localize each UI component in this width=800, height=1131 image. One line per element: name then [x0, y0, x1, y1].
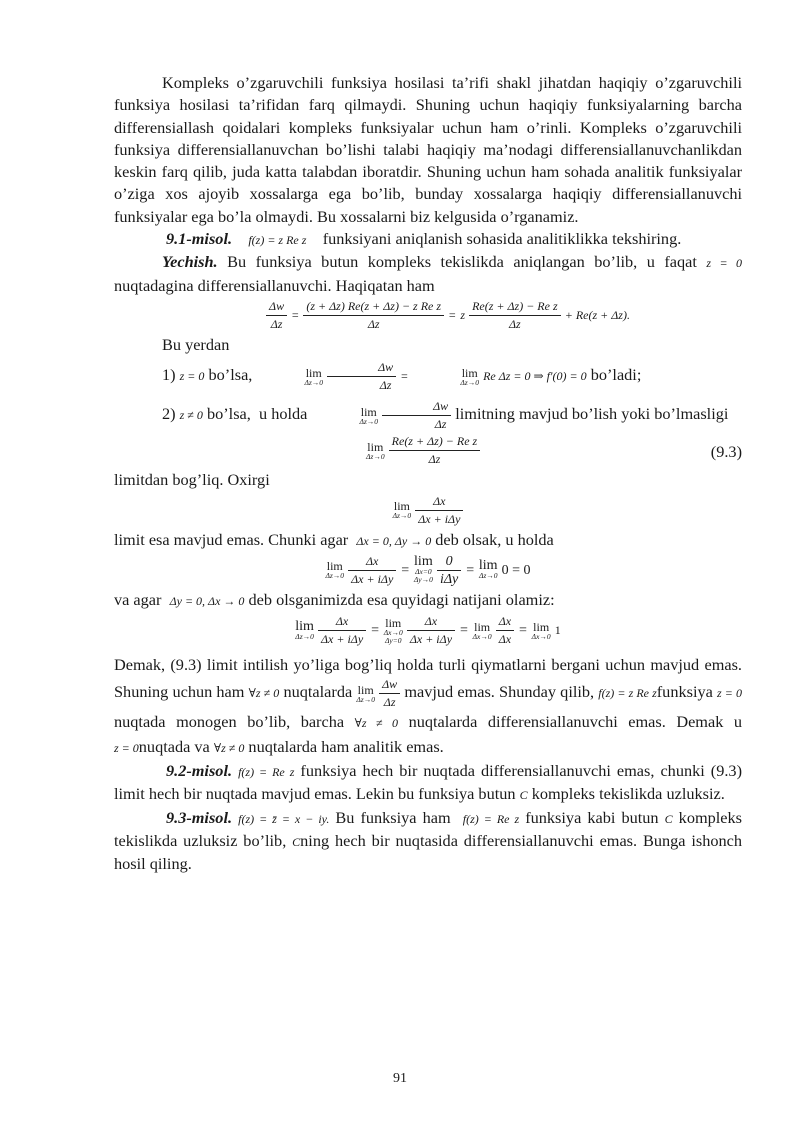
denominator: Δx + iΔy — [418, 511, 461, 526]
lim-sub: Δz→0 — [359, 416, 379, 426]
equation-9-3 — [294, 434, 742, 467]
text: kompleks tekislikda uzluksiz. — [531, 784, 725, 804]
lim-word: lim — [474, 619, 491, 634]
numerator: Δx — [407, 614, 455, 631]
fraction — [382, 399, 451, 432]
text: va agar — [114, 589, 162, 609]
example-9-3 — [114, 807, 742, 876]
formula: z ≠ 0 — [179, 408, 203, 423]
limit — [356, 684, 375, 704]
formula: z = 0 — [706, 256, 742, 271]
lim-sub: Δx→0 — [472, 631, 492, 641]
formula: f(z) = Re z — [462, 811, 520, 826]
lim-sub: Δz→0 — [304, 377, 324, 387]
denominator: Δz — [383, 695, 396, 710]
formula: Re Δz = 0 ⇒ f′(0) = 0 — [483, 369, 587, 384]
limit — [295, 618, 314, 641]
text: nuqtalarda differensiallanuvchi emas. Demak u — [408, 712, 743, 732]
limit — [311, 406, 378, 426]
demak-paragraph — [114, 653, 742, 760]
fraction — [327, 360, 396, 393]
numerator: 0 — [437, 554, 461, 571]
fraction — [415, 494, 463, 527]
limitdan-text: limitdan bog’liq. Oxirgi — [114, 470, 270, 490]
solution-text: nuqtadagina differensiallanuvchi. Haqiqatan ham — [114, 275, 435, 295]
numerator: Re(z + Δz) − Re z — [469, 299, 561, 316]
denominator: Δz — [434, 417, 447, 432]
denominator: Δx + iΔy — [351, 571, 394, 586]
text: Bu funksiya ham — [335, 807, 451, 827]
limit — [384, 617, 403, 645]
limit — [393, 500, 412, 520]
example-label: 9.2-misol. — [166, 761, 233, 781]
case-number: 1) — [162, 365, 176, 385]
formula: f(z) = z Re z — [248, 233, 307, 248]
text: bo’ladi; — [590, 365, 642, 385]
example-9-2 — [114, 760, 742, 807]
lim-word: lim — [357, 682, 374, 697]
equation-path-a: lim Δz→0 $\frac{\Delta x}{\text{Δx + iΔy}}$ = lim Δx=0 Δy→0 $\frac{0}{\text{iΔy}}$ = lim Δz→0 0 = 0 — [325, 553, 531, 587]
numerator: Δx — [348, 554, 396, 571]
lim-sub: Δx=0 — [415, 567, 432, 577]
fraction — [348, 554, 396, 587]
text: limitning mavjud bo’lish yoki bo’lmasligi — [455, 404, 729, 424]
text: bo’lsa, — [206, 404, 251, 424]
lim-sub: Δx→0 — [531, 631, 551, 641]
text: nuqtalarda — [283, 682, 353, 702]
fraction — [437, 554, 461, 587]
equation-path-b: lim Δz→0 $\frac{\Delta x}{\text{Δx + iΔy}}$ = lim Δx→0 Δy=0 $\frac{\Delta x}{\text{Δx + iΔy}}$ = lim Δx→0 $\frac{\Delta x}{\Delta x}$ = lim Δx→0 1 — [295, 614, 561, 647]
text: u holda — [258, 404, 308, 424]
numerator: (z + Δz) Re(z + Δz) − z Re z — [303, 299, 444, 316]
denominator: iΔy — [439, 571, 459, 587]
lim-sub: Δz→0 — [295, 631, 314, 641]
denominator: Δx — [498, 632, 512, 647]
numerator: Δx — [496, 614, 514, 631]
formula: z = 0 — [179, 369, 205, 384]
denominator: Δx + iΔy — [409, 632, 453, 647]
equation-limit-dx — [114, 494, 742, 527]
fraction — [303, 299, 444, 332]
numerator: Δw — [379, 677, 400, 694]
solution-label: Yechish. — [162, 252, 218, 272]
denominator: Δx + iΔy — [321, 632, 364, 647]
text: kompleks tekislikda uzluksiz bo’lib, — [114, 807, 742, 851]
fraction — [266, 299, 287, 332]
formula: z = 0 — [114, 741, 139, 756]
fraction — [389, 434, 481, 467]
denominator: Δz — [509, 316, 521, 331]
limit — [325, 560, 344, 580]
lim-word: lim — [360, 404, 377, 419]
limit — [532, 621, 551, 641]
lim-word: lim — [385, 615, 402, 630]
lim-word: lim — [367, 439, 384, 454]
limit — [414, 556, 433, 584]
lim-word: lim — [295, 618, 314, 634]
formula: f(z) = z̄ = x − iy. — [238, 811, 330, 826]
page-body — [114, 72, 742, 876]
fraction — [496, 614, 514, 647]
lim-word: lim — [326, 559, 343, 574]
text: deb olsak, u holda — [435, 529, 554, 549]
text: ning hech bir nuqtasida differensiallanuvchi emas. Bunga ishonch hosil qiling. — [114, 831, 742, 874]
formula: ∀z ≠ 0 — [248, 686, 280, 701]
lim-sub: Δz→0 — [478, 571, 498, 581]
fraction — [379, 677, 400, 710]
formula: ∀z ≠ 0 — [354, 716, 399, 731]
case-number: 2) — [162, 404, 176, 424]
equation-number: (9.3) — [710, 442, 742, 462]
numerator: Δx — [415, 494, 463, 511]
example-label: 9.1-misol. — [166, 229, 233, 249]
text: funksiya hech bir nuqtada differensiallanuvchi emas, chunki (9.3) limit hech bir nuqtada mavjud emas. Lekin bu funksiya butun — [114, 761, 742, 804]
text: deb olsganimizda esa quyidagi natijani olamiz: — [248, 589, 555, 609]
lim-word: lim — [478, 558, 498, 574]
denominator: Δz — [270, 316, 283, 331]
formula: z = 0 — [717, 686, 742, 701]
text: bo’lsa, — [208, 365, 253, 385]
case-2 — [114, 399, 742, 432]
numerator: Re(z + Δz) − Re z — [389, 434, 481, 451]
limit — [366, 441, 385, 461]
mavjud-emas-text — [114, 529, 742, 552]
example-9-1 — [114, 228, 742, 251]
text: Demak, (9.3) limit intilish yo’liga bog’liq holda turli qiymatlarni bergani uchun mavjud emas. Shuning uchun ham — [114, 655, 742, 702]
limit — [256, 367, 323, 387]
value: 0 = 0 — [501, 563, 531, 579]
lim-word: lim — [461, 365, 478, 380]
text: mavjud emas. Shunday qilib, — [404, 682, 595, 702]
numerator: Δx — [318, 614, 366, 631]
text: nuqtada monogen bo’lib, barcha — [114, 712, 345, 732]
lim-word: lim — [414, 554, 433, 570]
limit — [412, 367, 479, 387]
case-1 — [114, 360, 742, 393]
text: nuqtalarda ham analitik emas. — [248, 737, 444, 757]
lim-word: lim — [393, 499, 410, 514]
limit — [473, 621, 492, 641]
intro-paragraph: Kompleks o’zgaruvchili funksiya hosilasi ta’rifi shakl jihatdan haqiqiy o’zgaruvchili funksiya hosilasi ta’rifidan farq qilmaydi. Shuning uchun haqiqiy funksiyalarning barcha differensiallash qoidalari kompleks funksiyalar uchun ham o’rinli. Kompleks o’zgaruvchili funksiya differensiallanuvchan bo’lishi talabi haqiqiy ma’nodagi differensiallanuvchanlikdan keskin farq qilib, juda katta talabdan iboratdir. Shuning uchun ham sohada analitik funksiyalar o’ziga xos ajoyib xossalarga ega bo’lib, bunday xossalarga haqiqiy differensiallanuvchi funksiyalar ega bo’la olmaydi. Bu xossalarni biz kelgusida o’rganamiz. — [114, 73, 742, 226]
numerator: Δw — [266, 299, 287, 316]
fraction — [407, 614, 455, 647]
lim-sub: Δy→0 — [413, 575, 433, 585]
equals: = — [400, 369, 409, 384]
text: funksiya kabi butun — [525, 807, 659, 827]
complex-plane-symbol: C — [664, 811, 673, 826]
example-task: funksiyani aniqlanish sohasida analitiklikka tekshiring. — [322, 229, 682, 249]
denominator: Δz — [428, 452, 441, 467]
variable: z — [460, 308, 465, 323]
bu-yerdan: Bu yerdan — [162, 334, 230, 354]
complex-plane-symbol: C — [519, 788, 528, 803]
lim-word: lim — [533, 619, 550, 634]
fraction — [318, 614, 366, 647]
text: funksiya — [656, 682, 713, 702]
va-agar-text — [114, 589, 742, 612]
denominator: Δz — [367, 316, 380, 331]
numerator: Δw — [327, 360, 396, 377]
fraction — [469, 299, 561, 332]
formula: f(z) = z Re z — [598, 686, 657, 701]
lim-sub: Δz→0 — [460, 377, 479, 387]
formula: Δx = 0, Δy → 0 — [356, 533, 432, 548]
lim-sub: Δx→0 — [383, 627, 403, 637]
lim-sub: Δz→0 — [325, 571, 345, 581]
lim-word: lim — [305, 365, 322, 380]
page-number: 91 — [393, 1071, 407, 1086]
value: 1 — [554, 623, 561, 638]
formula: f(z) = Re z — [238, 765, 295, 780]
denominator: Δz — [379, 378, 392, 393]
lim-sub: Δz→0 — [392, 511, 412, 521]
text: limit esa mavjud emas. Chunki agar — [114, 529, 349, 549]
lim-sub: Δy=0 — [385, 635, 402, 645]
complex-plane-symbol: C — [292, 835, 301, 850]
lim-sub: Δz→0 — [366, 451, 385, 461]
limit — [479, 560, 498, 580]
lim-sub: Δz→0 — [356, 694, 375, 704]
text: nuqtada va — [138, 737, 210, 757]
equation-tail: + Re(z + Δz). — [564, 308, 630, 323]
formula: ∀z ≠ 0 — [213, 741, 245, 756]
example-label: 9.3-misol. — [166, 807, 233, 827]
formula: Δy = 0, Δx → 0 — [169, 593, 245, 608]
solution-paragraph — [114, 251, 742, 297]
equation-1: $\frac{\Delta w}{\Delta z}$ = $\frac{\text{(z + Δz) Re(z + Δz) − z Re z}}{\Delta z}$ = z $\frac{\text{Re(z + Δz) − Re z}}{\Delta z}$ + Re(z + Δz). — [154, 299, 742, 332]
solution-text: Bu funksiya butun kompleks tekislikda aniqlangan bo’lib, u faqat — [227, 252, 697, 272]
numerator: Δw — [382, 399, 451, 416]
